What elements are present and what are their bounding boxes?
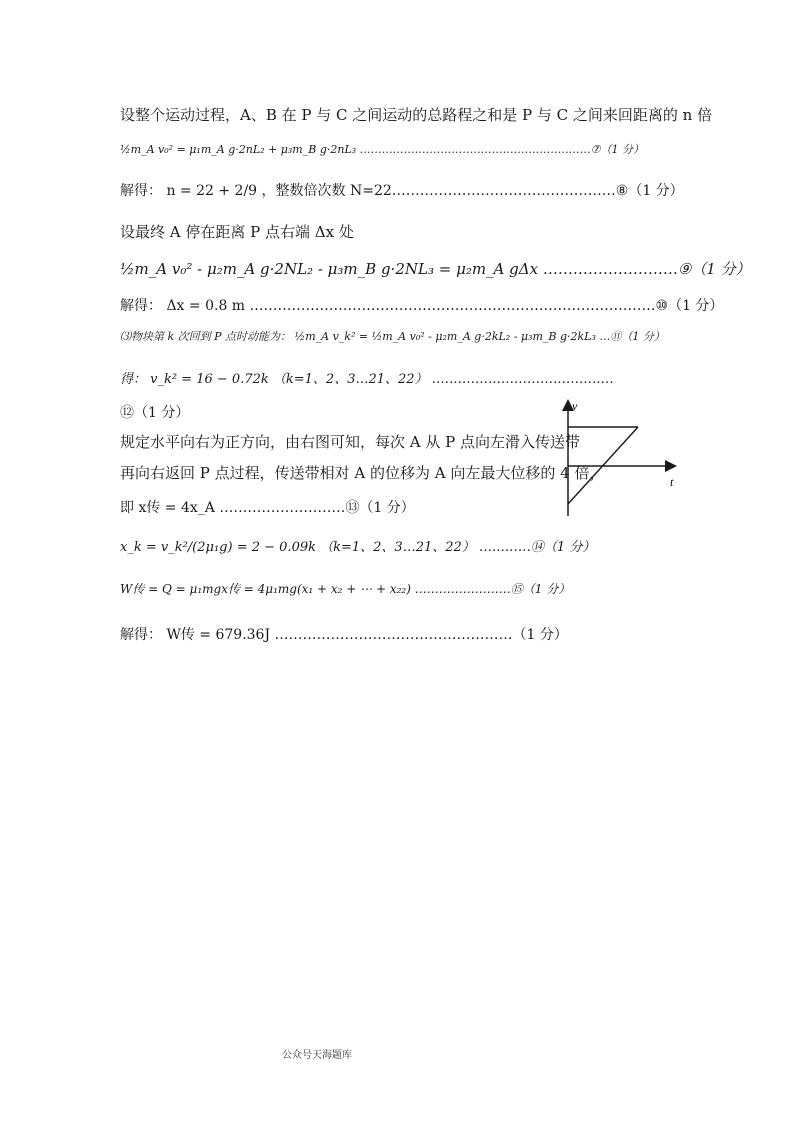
equation-line-13: 即 x传 = 4x_A ………………………⑬（1 分） — [120, 500, 415, 516]
solution-line-10: 解得： Δx = 0.8 m ……………………………………………………………………………⑩（1 分） — [120, 298, 724, 314]
final-answer-line: 解得： W传 = 679.36J ……………………………………………（1 分） — [120, 627, 568, 643]
equation-line-9: ½m_A v₀² - μ₂m_A g·2NL₂ - μ₃m_B g·2NL₃ = μ₂m_A gΔx ………………………⑨（1 分） — [120, 260, 751, 278]
text-line-1: 设整个运动过程，A、B 在 P 与 C 之间运动的总路程之和是 P 与 C 之间来回距离的 n 倍 — [120, 106, 713, 124]
text-line-assume: 设最终 A 停在距离 P 点右端 Δx 处 — [120, 223, 354, 241]
footer-watermark: 公众号天海题库 — [282, 1050, 352, 1061]
score-line-12: ⑫（1 分） — [120, 405, 190, 421]
result-line-vk: 得： v_k² = 16 − 0.72k （k=1、2、3…21、22） …………………………………… — [120, 372, 614, 387]
t-axis-label: t — [670, 475, 674, 489]
equation-line-15: W传 = Q = μ₁mgx传 = 4μ₁mg(x₁ + x₂ + ⋯ + x₂₂) ……………………⑮（1 分） — [120, 582, 571, 596]
solution-line-8: 解得： n = 22 + 2/9 ，整数倍次数 N=22…………………………………………⑧（1 分） — [120, 183, 684, 199]
v-axis-label: v — [572, 399, 578, 413]
equation-line-11: ⑶物块第 k 次回到 P 点时动能为： ½m_A v_k² = ½m_A v₀² - μ₂m_A g·2kL₂ - μ₃m_B g·2kL₃ …⑪（1 分） — [120, 330, 665, 343]
text-line-direction: 规定水平向右为正方向，由右图可知，每次 A 从 P 点向左滑入传送带 — [120, 433, 581, 451]
equation-line-14: x_k = v_k²/(2μ₁g) = 2 − 0.09k （k=1、2、3…21、22） …………⑭（1 分） — [120, 540, 596, 555]
text-line-displacement: 再向右返回 P 点过程，传送带相对 A 的位移为 A 向左最大位移的 4 倍， — [120, 464, 605, 482]
velocity-time-graph — [552, 396, 692, 522]
equation-line-7: ½m_A v₀² = μ₁m_A g·2nL₂ + μ₃m_B g·2nL₃ ………………………………………………………⑦（1 分） — [120, 143, 645, 156]
